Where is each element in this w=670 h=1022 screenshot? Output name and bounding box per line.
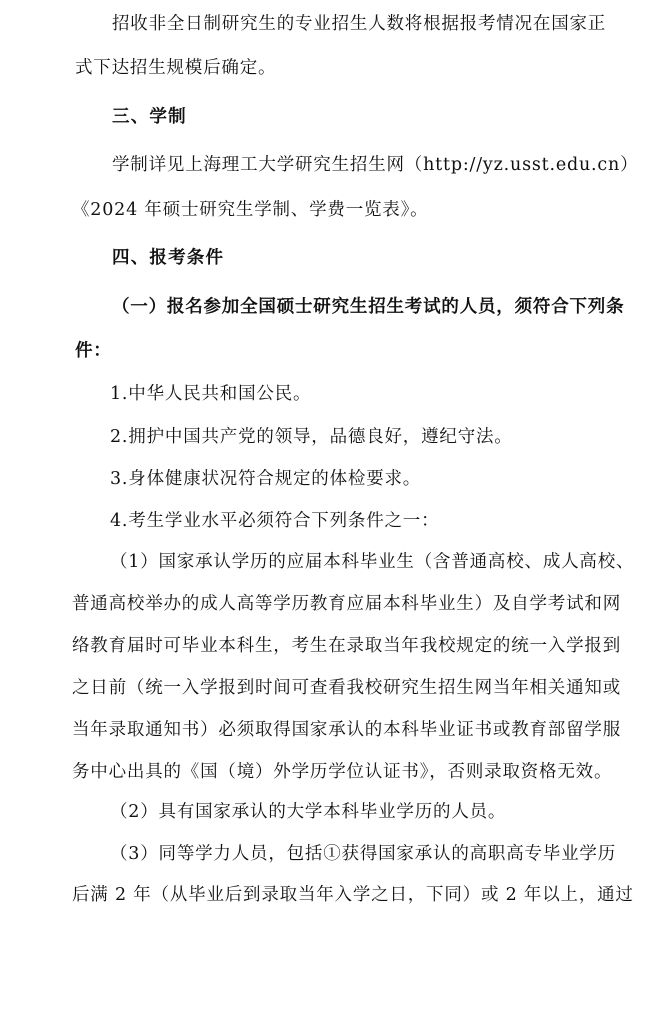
condition-line: （2）具有国家承认的大学本科毕业学历的人员。 — [110, 802, 507, 822]
paragraph-line: 招收非全日制研究生的专业招生人数将根据报考情况在国家正 — [112, 14, 607, 34]
section-heading-duration: 三、学制 — [112, 107, 187, 127]
subsection-heading: （一）报名参加全国硕士研究生招生考试的人员，须符合下列条 — [112, 297, 625, 317]
paragraph-line: 《2024 年硕士研究生学制、学费一览表》。 — [72, 200, 429, 220]
section-heading-requirements: 四、报考条件 — [112, 248, 225, 268]
condition-line: 络教育届时可毕业本科生，考生在录取当年我校规定的统一入学报到 — [72, 636, 621, 656]
requirement-item: 1.中华人民共和国公民。 — [110, 384, 312, 404]
requirement-item: 2.拥护中国共产党的领导，品德良好，遵纪守法。 — [110, 427, 513, 447]
condition-line: 后满 2 年（从毕业后到录取当年入学之日，下同）或 2 年以上，通过 — [72, 885, 634, 905]
condition-line: 当年录取通知书）必须取得国家承认的本科毕业证书或教育部留学服 — [72, 720, 621, 740]
condition-line: 普通高校举办的成人高等学历教育应届本科毕业生）及自学考试和网 — [72, 594, 621, 614]
paragraph-line: 学制详见上海理工大学研究生招生网（http://yz.usst.edu.cn） — [112, 155, 639, 175]
paragraph-line: 式下达招生规模后确定。 — [75, 58, 277, 78]
requirement-item: 3.身体健康状况符合规定的体检要求。 — [110, 469, 422, 489]
requirement-item: 4.考生学业水平必须符合下列条件之一： — [110, 511, 440, 531]
condition-line: 务中心出具的《国（境）外学历学位认证书》，否则录取资格无效。 — [72, 762, 613, 782]
condition-line: （1）国家承认学历的应届本科毕业生（含普通高校、成人高校、 — [110, 552, 635, 572]
subsection-heading-cont: 件： — [75, 341, 112, 361]
condition-line: （3）同等学力人员，包括①获得国家承认的高职高专毕业学历 — [110, 844, 617, 864]
condition-line: 之日前（统一入学报到时间可查看我校研究生招生网当年相关通知或 — [72, 678, 621, 698]
